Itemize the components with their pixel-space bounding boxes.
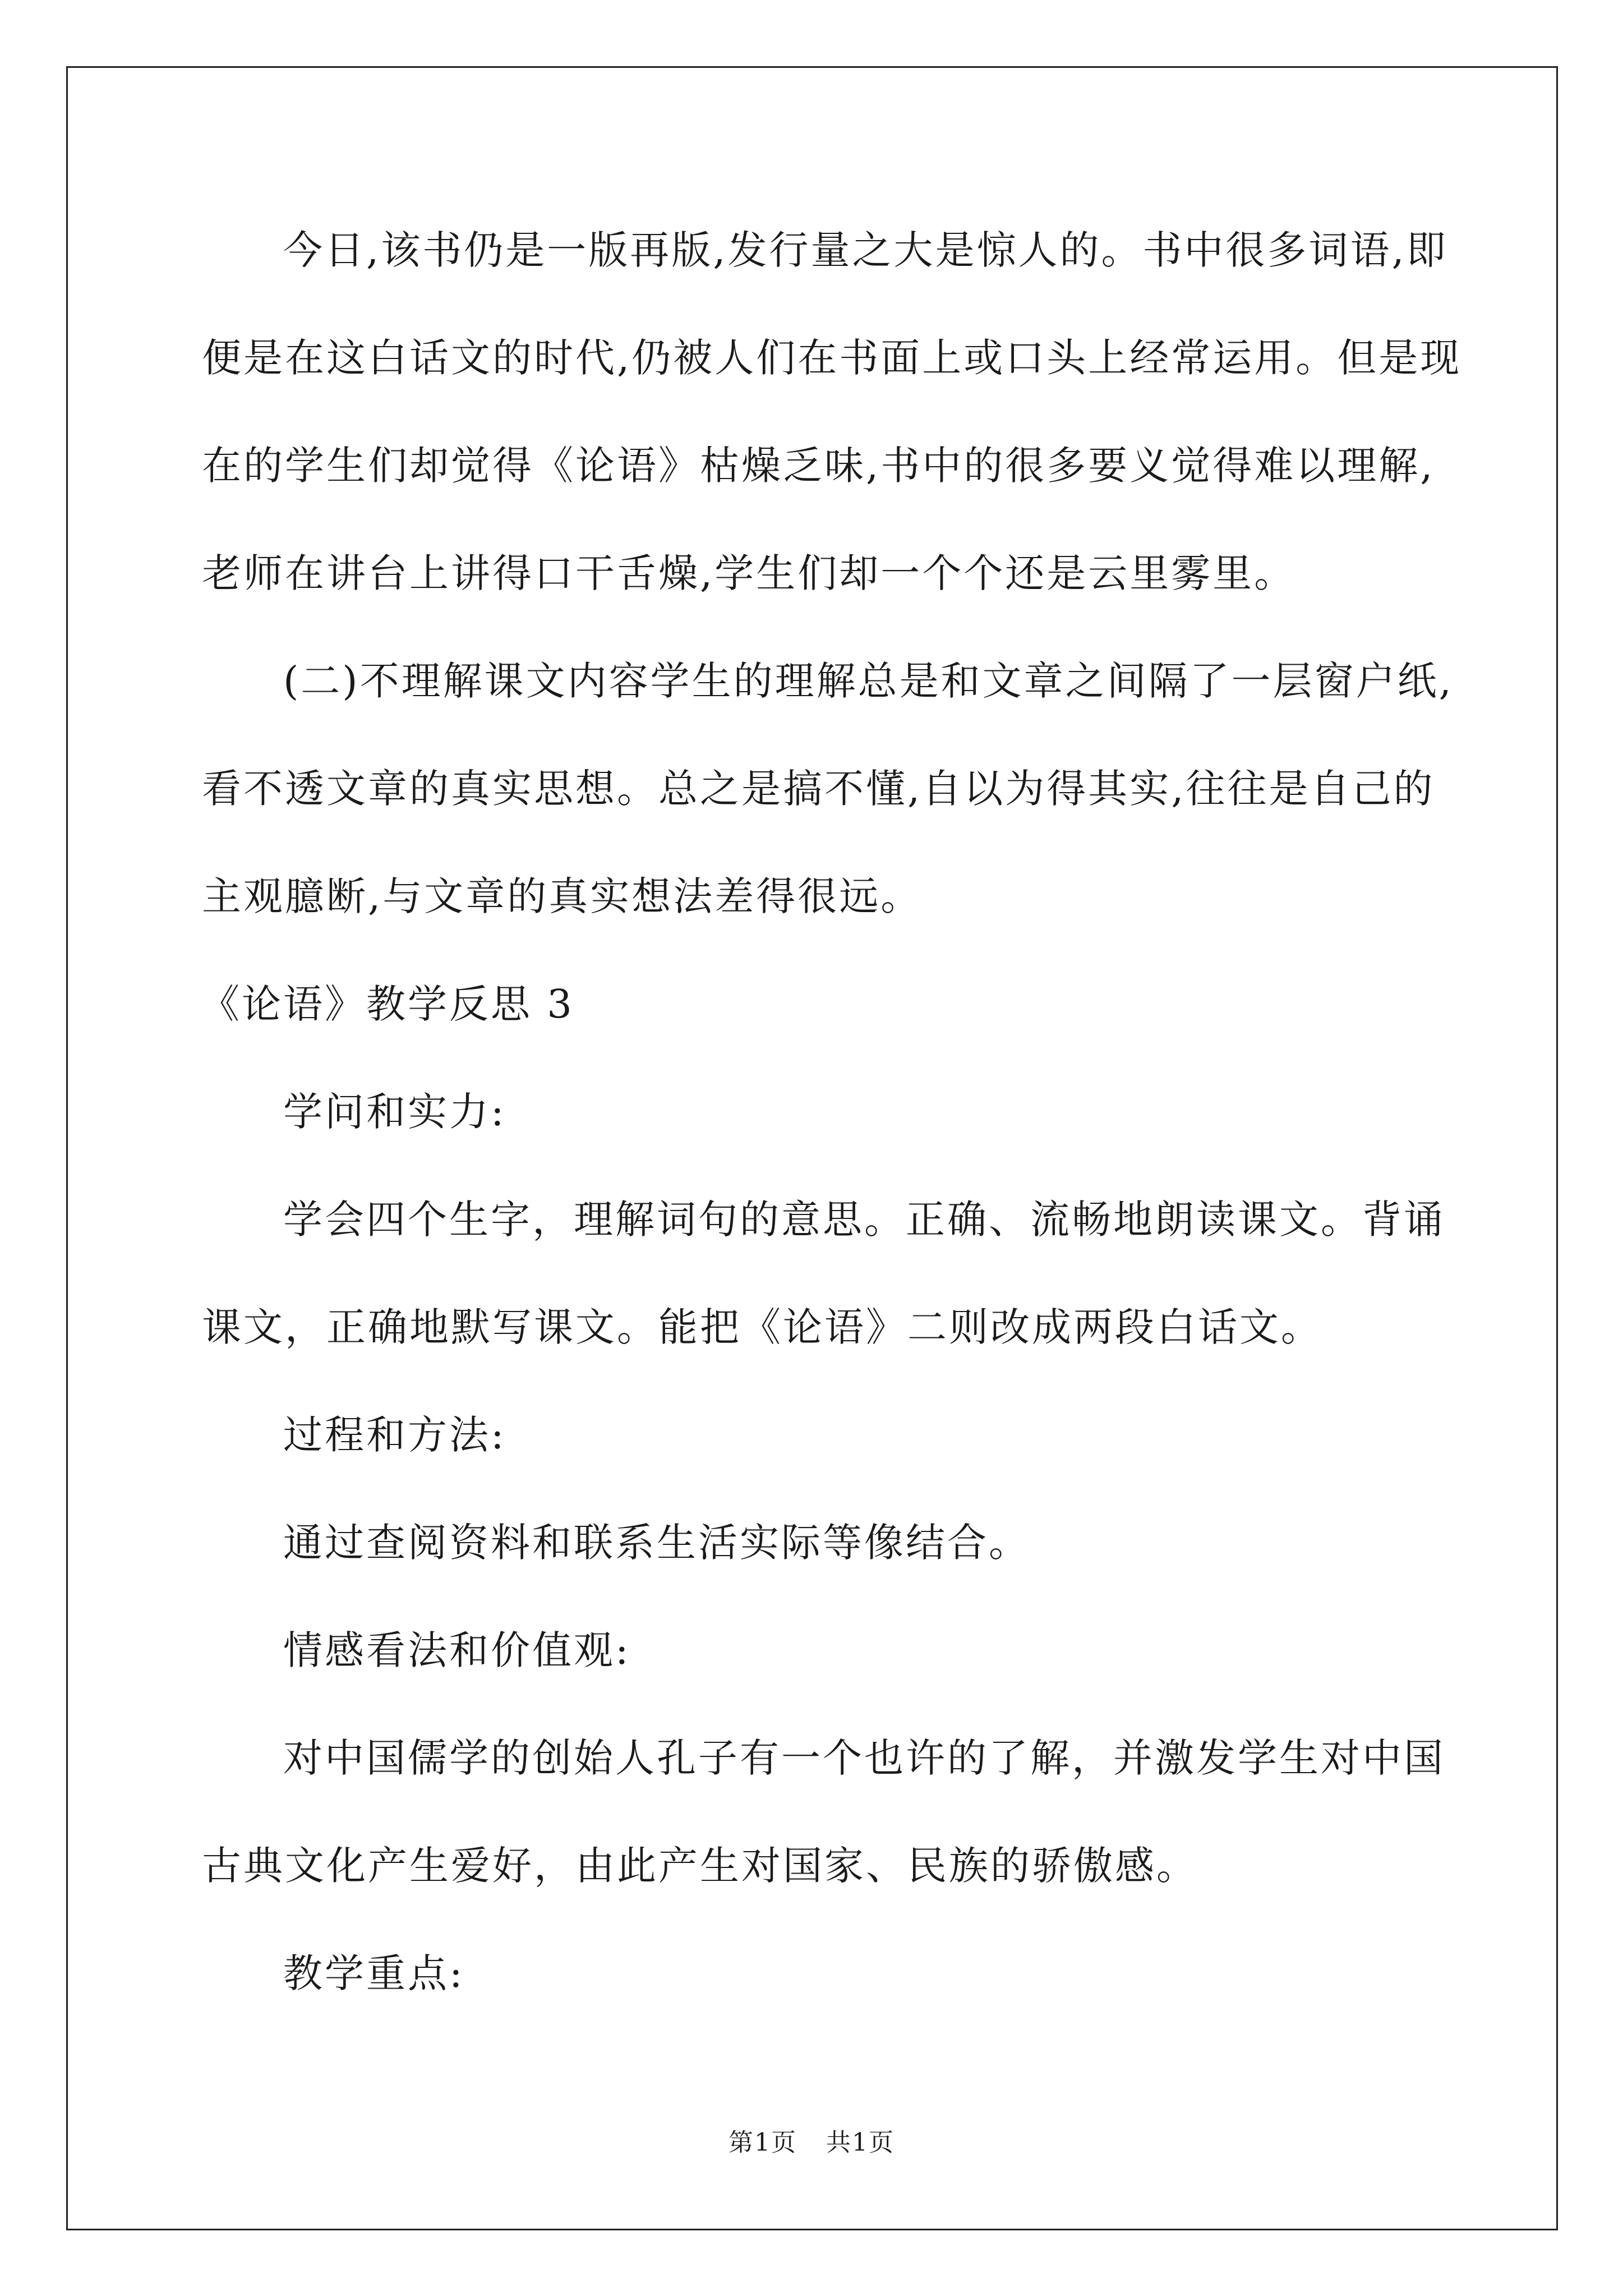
- subheading-teaching-focus: 教学重点:: [283, 1950, 465, 1996]
- text-line: 今日,该书仍是一版再版,发行量之大是惊人的。书中很多词语,即: [283, 227, 1448, 273]
- subheading-emotion: 情感看法和价值观:: [283, 1627, 631, 1673]
- text-line: 主观臆断,与文章的真实想法差得很远。: [202, 873, 923, 919]
- text-line: 在的学生们却觉得《论语》枯燥乏味,书中的很多要义觉得难以理解,: [202, 443, 1435, 489]
- text-line: 古典文化产生爱好，由此产生对国家、民族的骄傲感。: [202, 1843, 1198, 1889]
- subheading-knowledge: 学问和实力:: [283, 1089, 506, 1135]
- page-number-total: 共1页: [826, 2128, 895, 2157]
- text-line: 学会四个生字，理解词句的意思。正确、流畅地朗读课文。背诵: [283, 1197, 1445, 1243]
- text-line: 对中国儒学的创始人孔子有一个也许的了解，并激发学生对中国: [283, 1735, 1445, 1781]
- document-body: [200, 196, 1462, 2027]
- text-line: 便是在这白话文的时代,仍被人们在书面上或口头上经常运用。但是现: [202, 335, 1462, 381]
- text-line: 老师在讲台上讲得口干舌燥,学生们却一个个还是云里雾里。: [202, 550, 1296, 596]
- text-line: 看不透文章的真实思想。总之是搞不懂,自以为得其实,往往是自己的: [202, 766, 1435, 812]
- text-line: (二)不理解课文内容学生的理解总是和文章之间隔了一层窗户纸,: [283, 658, 1454, 704]
- section-heading: 《论语》教学反思 3: [200, 981, 574, 1027]
- text-line: 课文，正确地默写课文。能把《论语》二则改成两段白话文。: [202, 1304, 1322, 1350]
- page-number-current: 第1页: [728, 2128, 797, 2157]
- page-footer: [0, 2126, 1623, 2160]
- text-line: 通过查阅资料和联系生活实际等像结合。: [283, 1520, 1030, 1566]
- subheading-process: 过程和方法:: [283, 1412, 506, 1458]
